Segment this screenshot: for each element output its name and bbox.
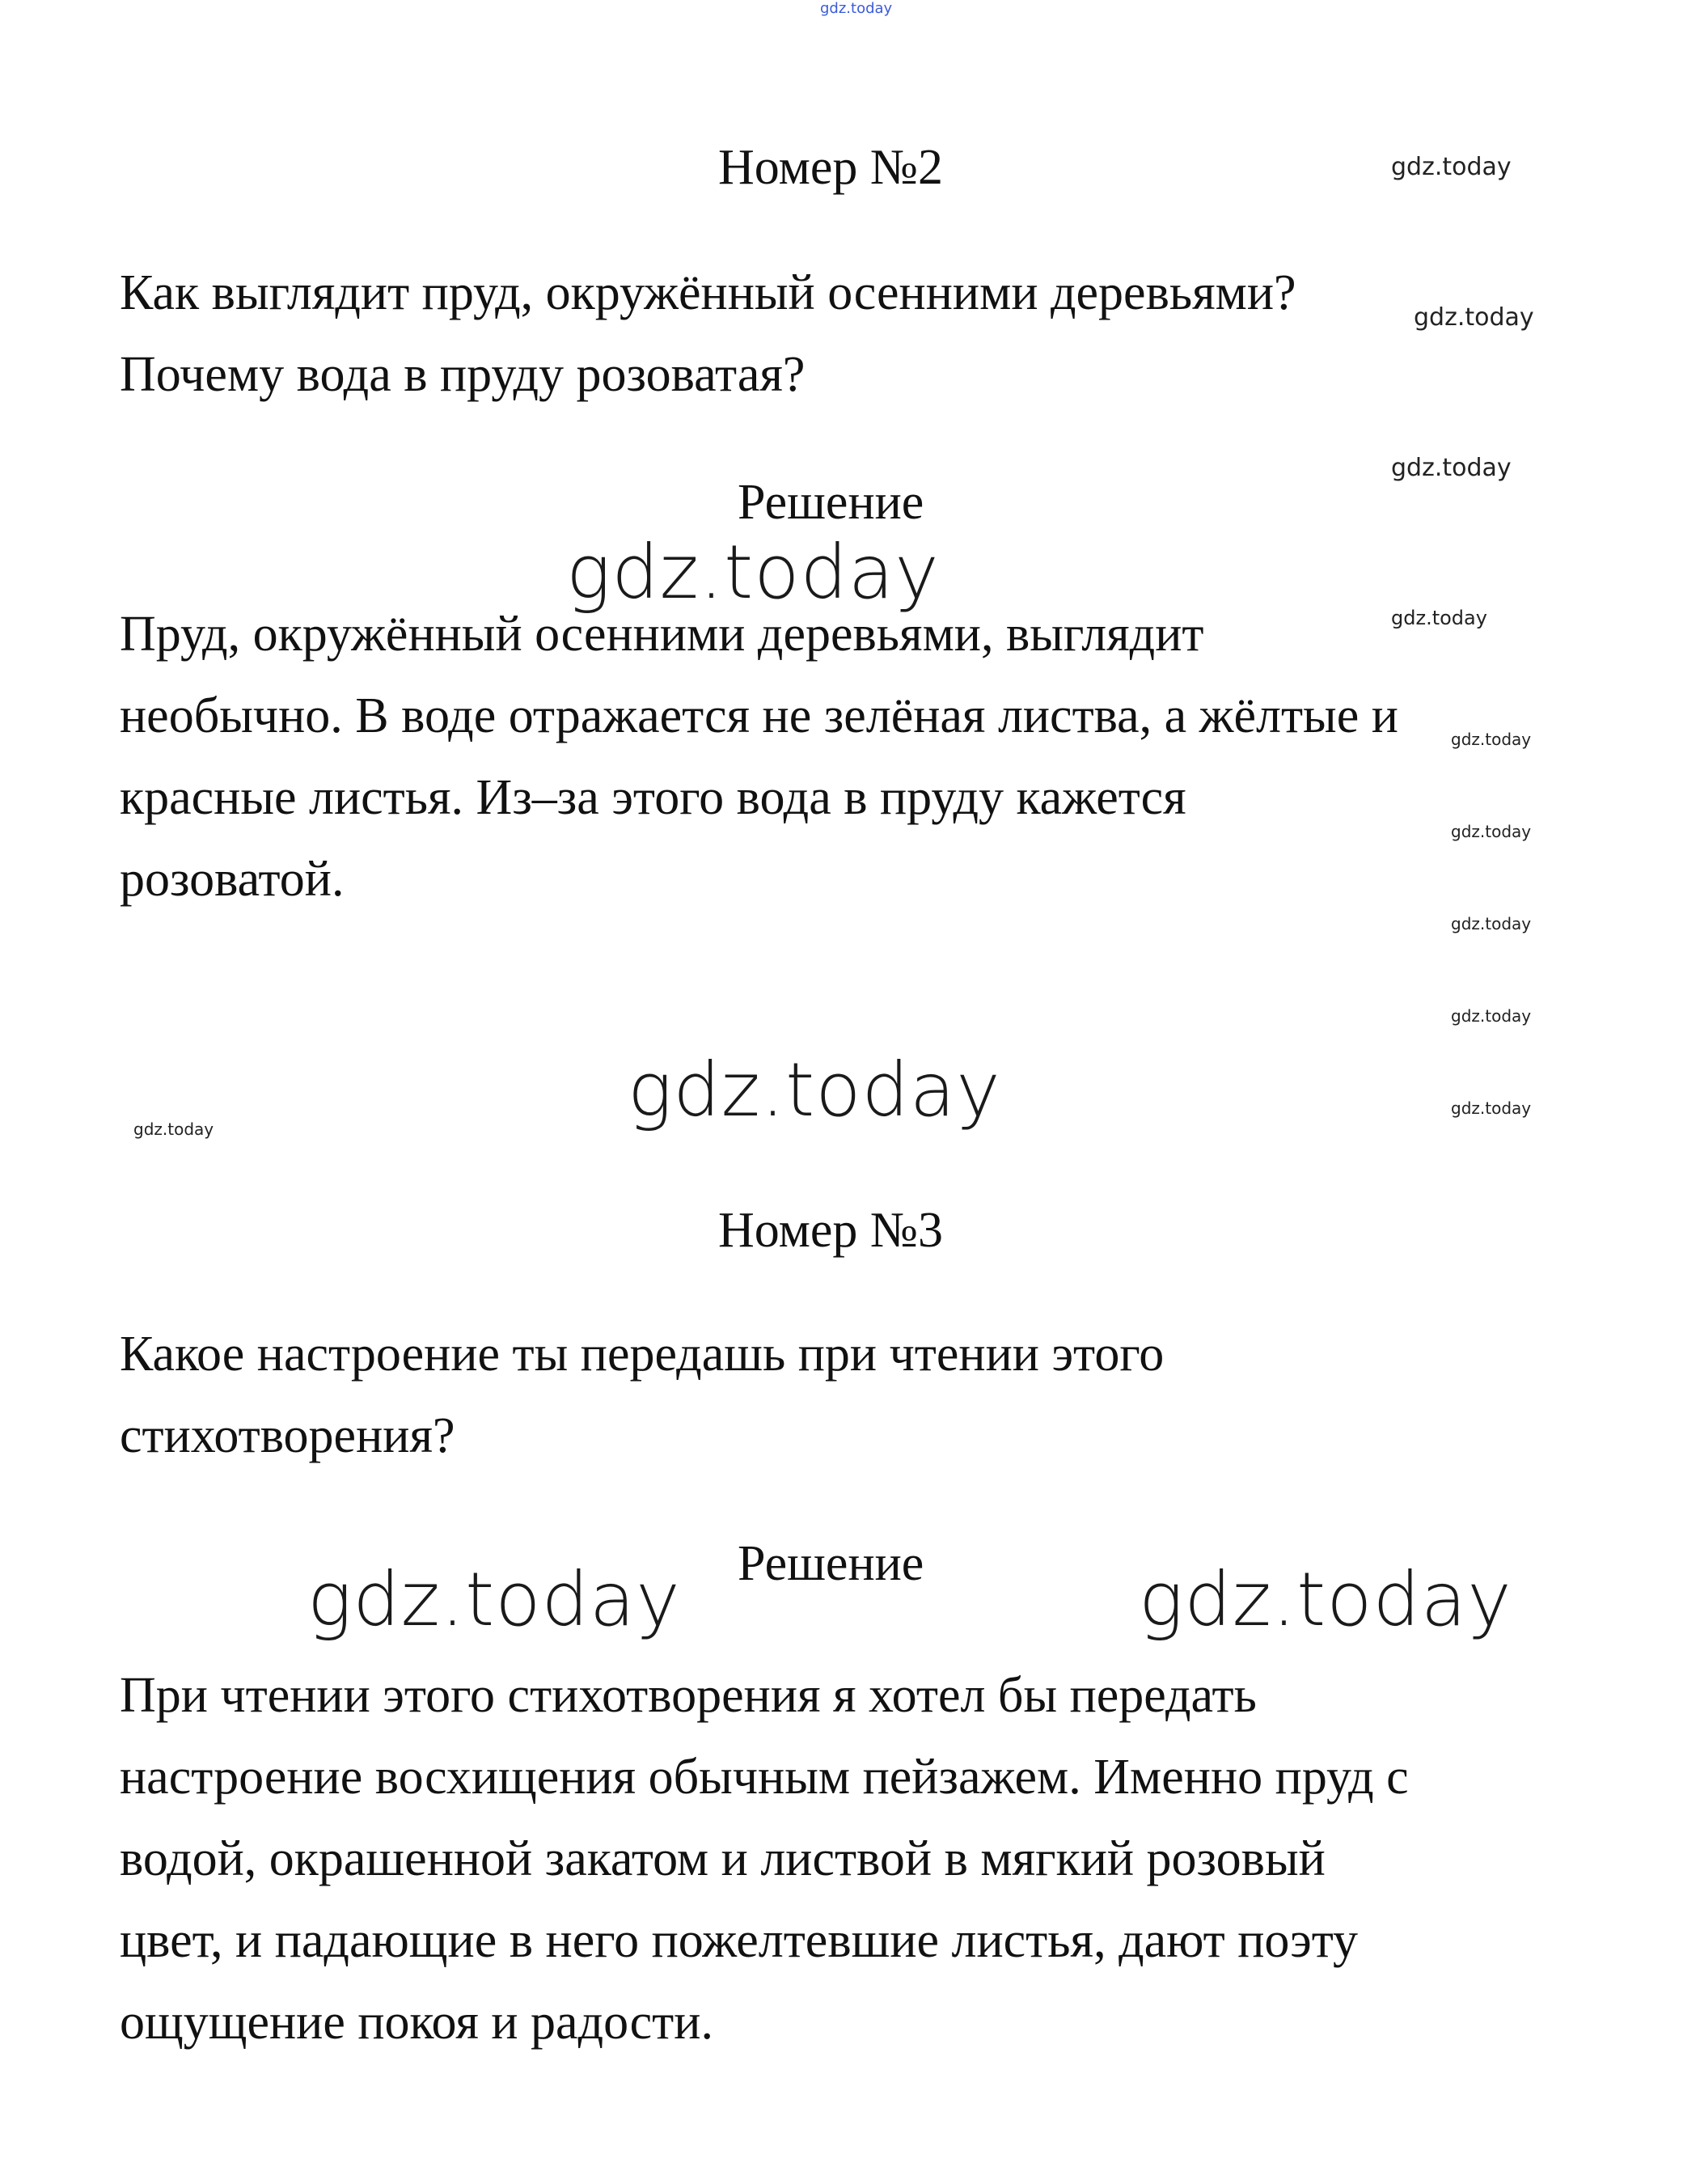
text-line: Какое настроение ты передашь при чтении этого — [120, 1327, 1165, 1382]
watermark-large: gdz.today — [628, 1047, 1001, 1133]
text-line: настроение восхищения обычным пейзажем. Именно пруд с — [120, 1750, 1409, 1805]
watermark: gdz.today — [1451, 914, 1532, 933]
watermark-large: gdz.today — [1139, 1556, 1512, 1643]
text-line: Пруд, окружённый осенними деревьями, выглядит — [120, 607, 1204, 662]
text-line: водой, окрашенной закатом и листвой в мягкий розовый — [120, 1831, 1326, 1886]
task2-answer — [120, 594, 1398, 921]
watermark-large: gdz.today — [566, 529, 940, 616]
watermark-top: gdz.today — [820, 0, 893, 17]
task2-heading: Номер №2 — [718, 140, 944, 195]
task3-solution-heading: Решение — [738, 1536, 924, 1591]
text-line: цвет, и падающие в него пожелтевшие листья, дают поэту — [120, 1913, 1359, 1968]
text-line: необычно. В воде отражается не зелёная листва, а жёлтые и — [120, 688, 1398, 743]
text-line: При чтении этого стихотворения я хотел бы передать — [120, 1668, 1257, 1723]
task3-answer — [120, 1655, 1409, 2063]
task2-solution-heading: Решение — [738, 475, 924, 530]
watermark: gdz.today — [1451, 822, 1532, 841]
watermark-large: gdz.today — [307, 1556, 681, 1643]
text-line: красные листья. Из–за этого вода в пруду кажется — [120, 770, 1186, 825]
watermark: gdz.today — [1391, 153, 1512, 181]
text-line: розоватой. — [120, 852, 345, 907]
text-line: ощущение покоя и радости. — [120, 1995, 713, 2050]
task2-question — [120, 252, 1296, 416]
watermark: gdz.today — [1451, 1098, 1532, 1118]
task3-question — [120, 1314, 1164, 1477]
text-line: стихотворения? — [120, 1408, 455, 1463]
watermark: gdz.today — [1451, 1006, 1532, 1026]
watermark: gdz.today — [1391, 607, 1487, 629]
watermark: gdz.today — [1451, 730, 1532, 749]
watermark: gdz.today — [133, 1120, 214, 1139]
text-line: Как выглядит пруд, окружённый осенними деревьями? — [120, 265, 1296, 320]
watermark: gdz.today — [1391, 454, 1512, 482]
watermark: gdz.today — [1414, 303, 1534, 332]
text-line: Почему вода в пруду розоватая? — [120, 347, 806, 402]
task3-heading: Номер №3 — [718, 1203, 944, 1258]
